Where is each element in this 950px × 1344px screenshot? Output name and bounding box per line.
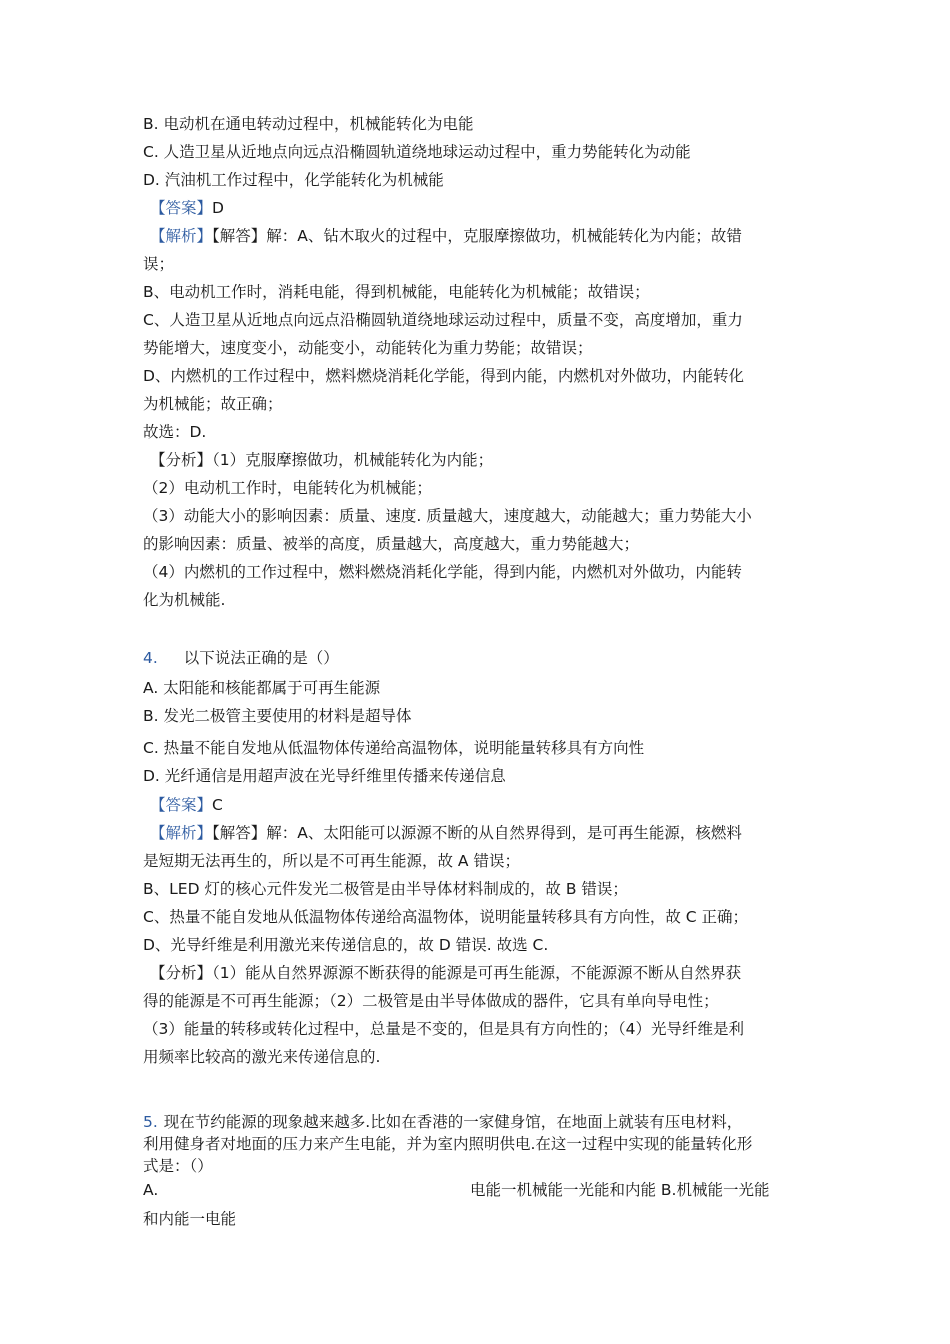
- q3-analysis-line: 误；: [143, 255, 175, 273]
- q4-fenxi-line: （3）能量的转移或转化过程中，总量是不变的，但是具有方向性的；（4）光导纤维是利: [143, 1020, 744, 1038]
- q4-fenxi-line: 用频率比较高的激光来传递信息的.: [143, 1048, 381, 1066]
- q5-option-tail: 和内能一电能: [143, 1210, 237, 1228]
- q4-analysis-line: 是短期无法再生的，所以是不可再生能源，故 A 错误；: [143, 852, 520, 870]
- question-number: 5.: [143, 1113, 158, 1131]
- q4-option-a: A. 太阳能和核能都属于可再生能源: [143, 679, 381, 697]
- q3-fenxi-line: （4）内燃机的工作过程中，燃料燃烧消耗化学能，得到内能，内燃机对外做功，内能转: [143, 563, 742, 581]
- q3-fenxi-line: （2）电动机工作时，电能转化为机械能；: [143, 479, 432, 497]
- q5-stem-line-1: [143, 1112, 742, 1132]
- q4-answer-line: [150, 795, 223, 815]
- q3-analysis-line: B、电动机工作时，消耗电能，得到机械能，电能转化为机械能；故错误；: [143, 283, 650, 301]
- question-stem: 现在节约能源的现象越来越多.比如在香港的一家健身馆，在地面上就装有压电材料，: [163, 1113, 743, 1131]
- q3-analysis-line: 为机械能；故正确；: [143, 395, 283, 413]
- question-stem: 以下说法正确的是（）: [183, 649, 339, 667]
- q5-option-a-label: A.: [143, 1181, 159, 1199]
- answer-value: D: [212, 199, 224, 217]
- q3-option-d: D. 汽油机工作过程中，化学能转化为机械能: [143, 171, 444, 189]
- q4-fenxi-line: 得的能源是不可再生能源；（2）二极管是由半导体做成的器件，它具有单向导电性；: [143, 992, 719, 1010]
- q3-analysis-line: D、内燃机的工作过程中，燃料燃烧消耗化学能，得到内能，内燃机对外做功，内能转化: [143, 367, 744, 385]
- q3-analysis-line: C、人造卫星从近地点向远点沿椭圆轨道绕地球运动过程中，质量不变，高度增加，重力: [143, 311, 743, 329]
- q3-analysis-first-line: [150, 226, 742, 246]
- q4-analysis-line: D、光导纤维是利用激光来传递信息的，故 D 错误. 故选 C.: [143, 936, 549, 954]
- q3-answer-line: [150, 198, 224, 218]
- q3-fenxi-line: 化为机械能.: [143, 591, 226, 609]
- q4-option-b: B. 发光二极管主要使用的材料是超导体: [143, 707, 412, 725]
- q3-fenxi-line: （3）动能大小的影响因素：质量、速度. 质量越大，速度越大，动能越大；重力势能大小: [143, 507, 752, 525]
- q3-analysis-line: 故选：D.: [143, 423, 207, 441]
- q3-option-b: B. 电动机在通电转动过程中，机械能转化为电能: [143, 115, 474, 133]
- q4-fenxi-line: 【分析】（1）能从自然界源源不断获得的能源是可再生能源，不能源源不断从自然界获: [150, 964, 742, 982]
- q3-option-c: C. 人造卫星从近地点向远点沿椭圆轨道绕地球运动过程中，重力势能转化为动能: [143, 143, 691, 161]
- analysis-text: 【解答】解：A、太阳能可以源源不断的从自然界得到，是可再生能源，核燃料: [212, 824, 742, 842]
- q4-analysis-first-line: [150, 823, 742, 843]
- answer-tag: 【答案】: [150, 199, 213, 217]
- q5-stem-line-3: 式是：（）: [143, 1157, 213, 1175]
- analysis-tag: 【解析】: [150, 227, 213, 245]
- answer-tag: 【答案】: [150, 796, 213, 814]
- q3-fenxi-line: 的影响因素：质量、被举的高度，质量越大，高度越大，重力势能越大；: [143, 535, 640, 553]
- q3-fenxi-line: 【分析】（1）克服摩擦做功，机械能转化为内能；: [150, 451, 494, 469]
- q4-analysis-line: C、热量不能自发地从低温物体传递给高温物体，说明能量转移具有方向性，故 C 正确；: [143, 908, 749, 926]
- q5-stem-line-2: 利用健身者对地面的压力来产生电能，并为室内照明供电.在这一过程中实现的能量转化形: [143, 1135, 753, 1153]
- q4-stem-line: [143, 648, 339, 668]
- analysis-tag: 【解析】: [150, 824, 213, 842]
- q4-option-c: C. 热量不能自发地从低温物体传递给高温物体，说明能量转移具有方向性: [143, 739, 645, 757]
- question-number: 4.: [143, 649, 158, 667]
- q5-option-a-text: 电能一机械能一光能和内能 B.机械能一光能: [470, 1181, 770, 1199]
- q4-analysis-line: B、LED 灯的核心元件发光二极管是由半导体材料制成的，故 B 错误；: [143, 880, 628, 898]
- q3-analysis-line: 势能增大，速度变小，动能变小，动能转化为重力势能；故错误；: [143, 339, 593, 357]
- answer-value: C: [212, 796, 223, 814]
- analysis-text: 【解答】解：A、钻木取火的过程中，克服摩擦做功，机械能转化为内能；故错: [212, 227, 742, 245]
- q4-option-d: D. 光纤通信是用超声波在光导纤维里传播来传递信息: [143, 767, 506, 785]
